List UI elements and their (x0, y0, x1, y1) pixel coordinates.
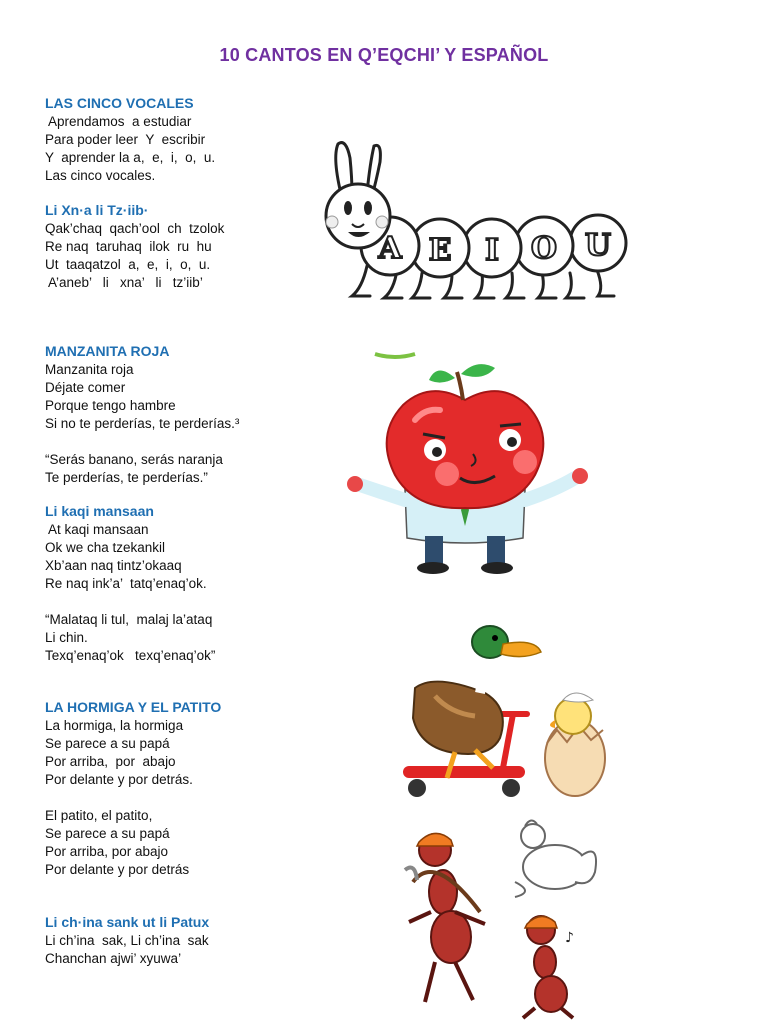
song-line: Si no te perderías, te perderías.³ (45, 416, 240, 431)
song-heading: Li ch·ina sank ut li Patux (45, 914, 210, 930)
duck-scooter-illustration (395, 618, 625, 818)
song-heading: MANZANITA ROJA (45, 343, 170, 359)
song-line: Ok we cha tzekankil (45, 540, 166, 555)
apple-character-illustration (345, 350, 595, 580)
letter-u: U (584, 228, 612, 263)
letter-i: I (484, 233, 500, 268)
song-chorus-line: “Malataq li tul, malaj la’ataq (45, 612, 213, 627)
song-line: Manzanita roja (45, 362, 134, 377)
song-line: Re naq ink’a’ tatq’enaq’ok. (45, 576, 207, 591)
song-heading: Li Xn·a li Tz·iib· (45, 202, 149, 218)
song-vocales-qeqchi (45, 201, 345, 292)
song-line: Por arriba, por abajo (45, 754, 176, 769)
song-line: Para poder leer Y escribir (45, 132, 206, 147)
song-line: Re naq taruhaq ilok ru hu (45, 239, 212, 254)
song-chorus-line: Li chin. (45, 630, 88, 645)
song-line: Porque tengo hambre (45, 398, 176, 413)
song-line: Por delante y por detrás (45, 862, 190, 877)
song-chorus-line: Te perderías, te perderías.” (45, 470, 208, 485)
song-hormiga-spanish (45, 698, 345, 879)
song-line: El patito, el patito, (45, 808, 153, 823)
song-line: Se parece a su papá (45, 736, 170, 751)
caterpillar-vowels-illustration (312, 138, 632, 308)
song-chorus-line: “Serás banano, serás naranja (45, 452, 223, 467)
song-line: Se parece a su papá (45, 826, 170, 841)
ants-rooster-illustration (395, 812, 625, 1020)
song-manzanita-qeqchi (45, 502, 345, 665)
song-line: A’aneb’ li xna’ li tz’iib’ (45, 275, 203, 290)
page-title: 10 CANTOS EN Q’EQCHI’ Y ESPAÑOL (219, 45, 549, 65)
song-line: La hormiga, la hormiga (45, 718, 184, 733)
letter-e: E (428, 233, 452, 268)
song-vocales-spanish (45, 94, 345, 185)
song-line: Ut taaqatzol a, e, i, o, u. (45, 257, 211, 272)
letter-a: A (378, 231, 402, 266)
song-heading: LA HORMIGA Y EL PATITO (45, 699, 222, 715)
svg-text:♪: ♪ (565, 930, 574, 946)
song-line: Déjate comer (45, 380, 126, 395)
song-line: Xb’aan naq tintz’okaaq (45, 558, 182, 573)
song-line: Por arriba, por abajo (45, 844, 169, 859)
song-line: Y aprender la a, e, i, o, u. (45, 150, 216, 165)
song-line: Por delante y por detrás. (45, 772, 193, 787)
song-line: Li ch’ina sak, Li ch’ina sak (45, 933, 209, 948)
song-heading: Li kaqi mansaan (45, 503, 154, 519)
song-line: Qak’chaq qach’ool ch tzolok (45, 221, 225, 236)
song-line: At kaqi mansaan (45, 522, 149, 537)
song-line: Aprendamos a estudiar (45, 114, 192, 129)
song-heading: LAS CINCO VOCALES (45, 95, 194, 111)
letter-o: O (530, 231, 558, 266)
song-line: Chanchan ajwi’ xyuwa’ (45, 951, 182, 966)
song-manzanita-spanish (45, 342, 345, 487)
song-hormiga-qeqchi (45, 913, 345, 968)
song-line: Las cinco vocales. (45, 168, 156, 183)
song-chorus-line: Texq’enaq’ok texq’enaq’ok” (45, 648, 216, 663)
